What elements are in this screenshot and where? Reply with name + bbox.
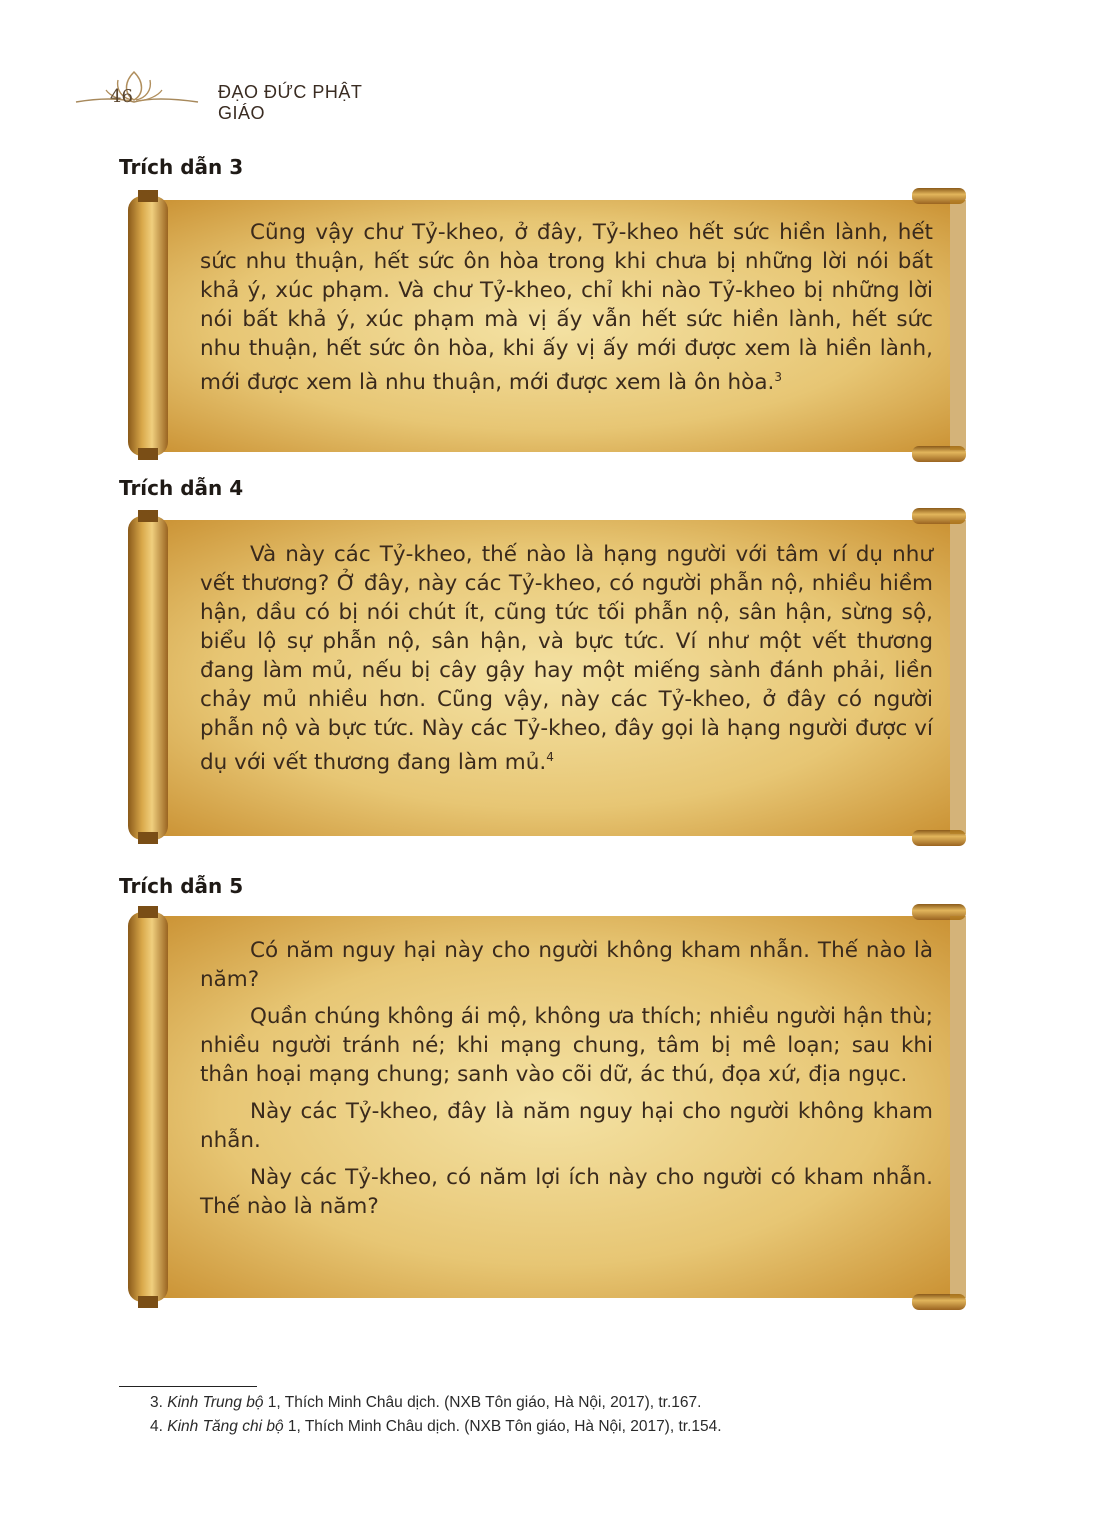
page-number: 46	[110, 86, 133, 107]
footnotes	[150, 1391, 722, 1439]
parchment-scroll-3	[120, 186, 975, 464]
quote-body-4	[200, 540, 933, 785]
book-title: ĐẠO ĐỨC PHẬT GIÁO	[218, 82, 363, 123]
quote-paragraph: Này các Tỷ-kheo, có năm lợi ích này cho người có kham nhẫn. Thế nào là năm?	[200, 1165, 933, 1219]
quote-paragraph: Và này các Tỷ-kheo, thế nào là hạng người với tâm ví dụ như vết thương? Ở đây, này các Tỷ-kheo, có người phẫn nộ, nhiều hiềm hận, dầu có bị nói chút ít, cũng tức tối phẫn nộ, sân hận, sừng sộ, biểu lộ sự phẫn nộ, sân hận, và bực tức. Ví như một vết thương đang làm mủ, nếu bị cây gậy hay một miếng sành đánh phải, liền chảy mủ nhiều hơn. Cũng vậy, này các Tỷ-kheo, ở đây có người phẫn nộ và bực tức. Này các Tỷ-kheo, đây gọi là hạng người được ví dụ với vết thương đang làm mủ.$^4$	[200, 542, 933, 776]
quote-paragraph: Cũng vậy chư Tỷ-kheo, ở đây, Tỷ-kheo hết sức hiền lành, hết sức nhu thuận, hết sức ôn hòa trong khi chưa bị những lời nói bất khả ý, xúc phạm. Và chư Tỷ-kheo, chỉ khi nào Tỷ-kheo bị những lời nói bất khả ý, xúc phạm mà vị ấy vẫn hết sức hiền lành, hết sức nhu thuận, hết sức ôn hòa, khi ấy vị ấy mới được xem là hiền lành, mới được xem là nhu thuận, mới được xem là ôn hòa.$^3$	[200, 220, 933, 396]
footnote-3: 3. Kinh Trung bộ 1, Thích Minh Châu dịch. (NXB Tôn giáo, Hà Nội, 2017), tr.167.	[150, 1394, 702, 1411]
quote-heading-4: Trích dẫn 4	[119, 476, 244, 500]
footnote-source-title: Kinh Tăng chi bộ	[167, 1418, 284, 1435]
quote-paragraph: Này các Tỷ-kheo, đây là năm nguy hại cho người không kham nhẫn.	[200, 1099, 933, 1153]
quote-body-5	[200, 936, 933, 1229]
running-header	[72, 66, 402, 123]
footnote-divider	[119, 1386, 257, 1387]
footnote-ref: 3	[774, 370, 782, 384]
footnote-ref: 4	[546, 750, 554, 764]
parchment-scroll-5	[120, 902, 975, 1312]
quote-heading-5: Trích dẫn 5	[119, 874, 244, 898]
quote-body-3	[200, 218, 933, 405]
lotus-ornament-icon	[72, 66, 202, 114]
footnote-4: 4. Kinh Tăng chi bộ 1, Thích Minh Châu dịch. (NXB Tôn giáo, Hà Nội, 2017), tr.154.	[150, 1418, 722, 1435]
footnote-source-title: Kinh Trung bộ	[167, 1394, 264, 1411]
quote-paragraph: Có năm nguy hại này cho người không kham nhẫn. Thế nào là năm?	[200, 938, 933, 992]
quote-paragraph: Quần chúng không ái mộ, không ưa thích; nhiều người hận thù; nhiều người tránh né; khi mạng chung, tâm bị mê loạn; sau khi thân hoại mạng chung; sanh vào cõi dữ, ác thú, đọa xứ, địa ngục.	[200, 1004, 933, 1087]
parchment-scroll-4	[120, 506, 975, 848]
quote-heading-3: Trích dẫn 3	[119, 155, 244, 179]
